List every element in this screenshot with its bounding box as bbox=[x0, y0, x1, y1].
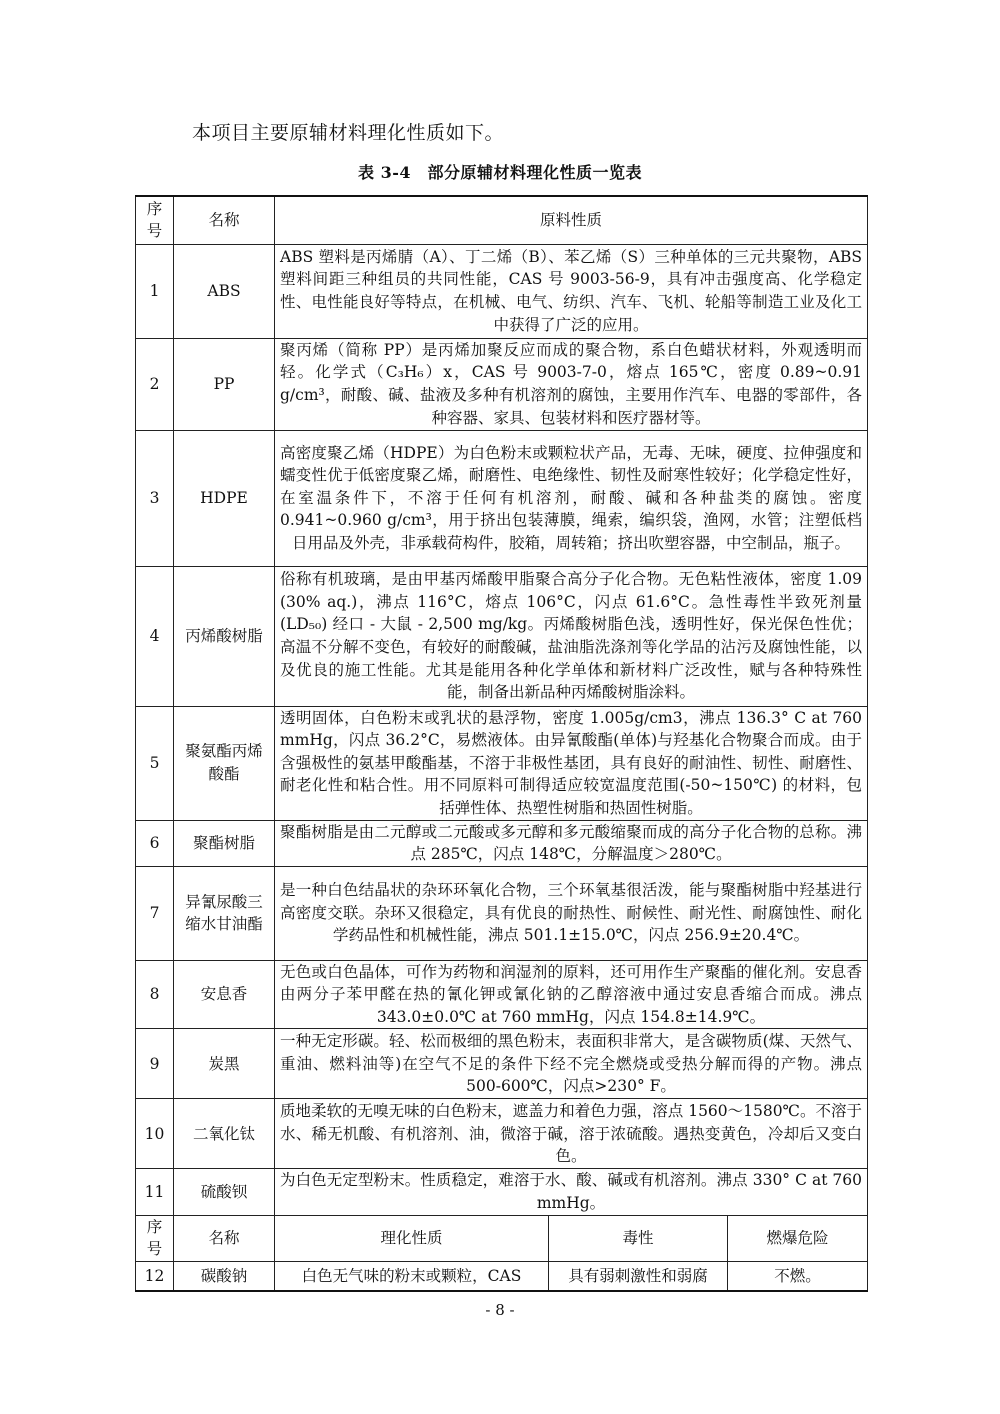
header2-toxicity: 毒性 bbox=[549, 1215, 728, 1261]
header-name: 名称 bbox=[174, 196, 275, 244]
row-name: 二氧化钛 bbox=[174, 1099, 275, 1169]
page-number: - 8 - bbox=[485, 1301, 515, 1319]
row-toxicity: 具有弱刺激性和弱腐 bbox=[549, 1261, 728, 1291]
row-no: 12 bbox=[136, 1261, 174, 1291]
table-header-row bbox=[136, 196, 868, 244]
row-props: 是一种白色结晶状的杂环环氧化合物，三个环氧基很活泼，能与聚酯树脂中羟基进行高密度交联。杂环又很稳定，具有优良的耐热性、耐候性、耐光性、耐腐蚀性、耐化学药品性和机械性能，沸点 501.1±15.0℃，闪点 256.9±20.4℃。 bbox=[275, 866, 868, 960]
table-header-row-2 bbox=[136, 1215, 868, 1261]
table-row bbox=[136, 1261, 868, 1291]
row-hazard: 不燃。 bbox=[728, 1261, 868, 1291]
row-no: 4 bbox=[136, 566, 174, 706]
row-name: 炭黑 bbox=[174, 1029, 275, 1099]
table-row bbox=[136, 960, 868, 1029]
row-no: 8 bbox=[136, 960, 174, 1029]
row-name: 聚酯树脂 bbox=[174, 820, 275, 866]
row-no: 3 bbox=[136, 430, 174, 566]
row-name: 安息香 bbox=[174, 960, 275, 1029]
row-no: 6 bbox=[136, 820, 174, 866]
materials-table bbox=[135, 195, 868, 1292]
row-no: 9 bbox=[136, 1029, 174, 1099]
table-row bbox=[136, 430, 868, 566]
row-props: ABS 塑料是丙烯腈（A）、丁二烯（B）、苯乙烯（S）三种单体的三元共聚物，ABS 塑料间距三种组员的共同性能，CAS 号 9003-56-9，具有冲击强度高、化学稳定性、电性能良好等特点，在机械、电气、纺织、汽车、飞机、轮船等制造工业及化工中获得了广泛的应用。 bbox=[275, 244, 868, 338]
row-props: 聚酯树脂是由二元醇或二元酸或多元醇和多元酸缩聚而成的高分子化合物的总称。沸点 285℃，闪点 148℃，分解温度＞280℃。 bbox=[275, 820, 868, 866]
row-props: 俗称有机玻璃，是由甲基丙烯酸甲脂聚合高分子化合物。无色粘性液体，密度 1.09 (30% aq.)，沸点 116°C，熔点 106°C，闪点 61.6°C。急性毒性半致死剂量(LD₅₀) 经口 - 大鼠 - 2,500 mg/kg。丙烯酸树脂色浅，透明性好，保光保色性优；高温不分解不变色，有较好的耐酸碱，盐油脂洗涤剂等化学品的沾污及腐蚀性能，以及优良的施工性能。尤其是能用各种化学单体和新材料广泛改性，赋与各种特殊性能，制备出新品种丙烯酸树脂涂料。 bbox=[275, 566, 868, 706]
table-caption: 表 3-4 部分原辅材料理化性质一览表 bbox=[358, 163, 642, 182]
row-name: HDPE bbox=[174, 430, 275, 566]
table-row bbox=[136, 1099, 868, 1169]
row-props: 一种无定形碳。轻、松而极细的黑色粉末，表面积非常大，是含碳物质(煤、天然气、重油、燃料油等)在空气不足的条件下经不完全燃烧或受热分解而得的产物。沸点 500-600℃，闪点>230° F。 bbox=[275, 1029, 868, 1099]
row-props: 质地柔软的无嗅无味的白色粉末，遮盖力和着色力强，溶点 1560～1580℃。不溶于水、稀无机酸、有机溶剂、油，微溶于碱，溶于浓硫酸。遇热变黄色，冷却后又变白色。 bbox=[275, 1099, 868, 1169]
row-name: 异氰尿酸三缩水甘油酯 bbox=[174, 866, 275, 960]
table-row bbox=[136, 566, 868, 706]
table-row bbox=[136, 866, 868, 960]
header2-name: 名称 bbox=[174, 1215, 275, 1261]
row-name: 硫酸钡 bbox=[174, 1169, 275, 1215]
row-no: 7 bbox=[136, 866, 174, 960]
table-row bbox=[136, 244, 868, 338]
header-no: 序号 bbox=[136, 196, 174, 244]
header2-no: 序号 bbox=[136, 1215, 174, 1261]
row-name: ABS bbox=[174, 244, 275, 338]
row-name: 丙烯酸树脂 bbox=[174, 566, 275, 706]
row-props: 透明固体，白色粉末或乳状的悬浮物，密度 1.005g/cm3，沸点 136.3° C at 760 mmHg，闪点 36.2°C，易燃液体。由异氰酸酯(单体)与羟基化合物聚合而成。由于含强极性的氨基甲酸酯基，不溶于非极性基团，具有良好的耐油性、韧性、耐磨性、耐老化性和粘合性。用不同原料可制得适应较宽温度范围(-50~150℃) 的材料，包括弹性体、热塑性树脂和热固性树脂。 bbox=[275, 706, 868, 820]
header2-props: 理化性质 bbox=[275, 1215, 549, 1261]
row-name: 碳酸钠 bbox=[174, 1261, 275, 1291]
row-name: 聚氨酯丙烯酸酯 bbox=[174, 706, 275, 820]
row-props: 为白色无定型粉末。性质稳定，难溶于水、酸、碱或有机溶剂。沸点 330° C at 760 mmHg。 bbox=[275, 1169, 868, 1215]
table-row bbox=[136, 338, 868, 430]
row-props: 高密度聚乙烯（HDPE）为白色粉末或颗粒状产品，无毒、无味，硬度、拉伸强度和蠕变性优于低密度聚乙烯，耐磨性、电绝缘性、韧性及耐寒性较好；化学稳定性好，在室温条件下，不溶于任何有机溶剂，耐酸、碱和各种盐类的腐蚀。密度 0.941~0.960 g/cm³，用于挤出包装薄膜，绳索，编织袋，渔网，水管；注塑低档日用品及外壳，非承载荷构件，胶箱，周转箱；挤出吹塑容器，中空制品，瓶子。 bbox=[275, 430, 868, 566]
row-name: PP bbox=[174, 338, 275, 430]
row-props: 无色或白色晶体，可作为药物和润湿剂的原料，还可用作生产聚酯的催化剂。安息香由两分子苯甲醛在热的氰化钾或氰化钠的乙醇溶液中通过安息香缩合而成。沸点 343.0±0.0℃ at 760 mmHg，闪点 154.8±14.9℃。 bbox=[275, 960, 868, 1029]
row-no: 10 bbox=[136, 1099, 174, 1169]
header2-hazard: 燃爆危险 bbox=[728, 1215, 868, 1261]
row-props: 聚丙烯（简称 PP）是丙烯加聚反应而成的聚合物，系白色蜡状材料，外观透明而轻。化学式（C₃H₆）x，CAS 号 9003-7-0，熔点 165℃，密度 0.89~0.91 g/cm³，耐酸、碱、盐液及多种有机溶剂的腐蚀，主要用作汽车、电器的零部件，各种容器、家具、包装材料和医疗器材等。 bbox=[275, 338, 868, 430]
row-no: 2 bbox=[136, 338, 174, 430]
header-props: 原料性质 bbox=[275, 196, 868, 244]
table-row bbox=[136, 1029, 868, 1099]
row-no: 1 bbox=[136, 244, 174, 338]
row-props: 白色无气味的粉末或颗粒，CAS bbox=[275, 1261, 549, 1291]
table-row bbox=[136, 820, 868, 866]
table-row bbox=[136, 1169, 868, 1215]
row-no: 11 bbox=[136, 1169, 174, 1215]
table-row bbox=[136, 706, 868, 820]
intro-text: 本项目主要原辅材料理化性质如下。 bbox=[192, 122, 505, 144]
row-no: 5 bbox=[136, 706, 174, 820]
